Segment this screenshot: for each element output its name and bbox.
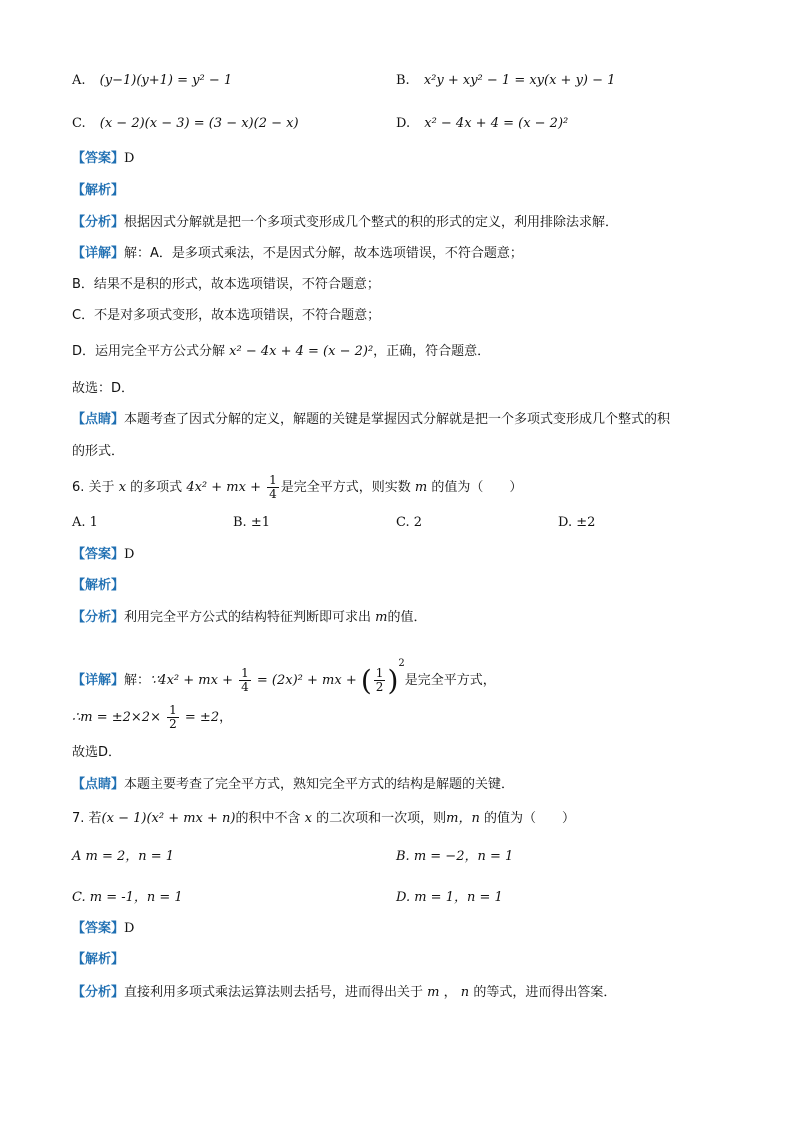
q5-option-d [396,115,568,133]
q5-option-c-math: (x − 2)(x − 3) = (3 − x)(2 − x) [99,116,299,131]
q6-answer-tag: 【答案】 [72,547,125,562]
q7-option-d: D. m = 1，n = 1 [396,890,503,905]
q6-xiangjie-math1: ∵4x² + mx + [150,673,233,688]
q6-xiangjie-a: 解： [124,673,151,688]
q5-jiexi [72,182,124,200]
q6-therefore-math1: ∴m = ±2×2× [72,710,161,725]
q5-option-c-label: C. [72,116,86,131]
q6-therefore-frac-den: 2 [169,717,177,731]
q6-stem-fraction [267,474,279,501]
q6-therefore [72,700,232,736]
q6-stem-b: 的多项式 [130,480,183,495]
q7-stem-mn: m，n [446,811,480,826]
q6-therefore-math2: = ±2 [184,710,220,725]
q5-guxuan: 故选：D． [72,381,135,396]
q7-stem-c: 的二次项和一次项，则 [316,811,447,826]
q5-xiangjie-tag: 【详解】 [72,246,125,261]
q6-stem-a: 6. 关于 [72,480,115,495]
q7-fenxi-m: m [427,985,440,1000]
q5-option-a-math: (y−1)(y+1) = y² − 1 [99,73,233,88]
q5-fenxi-text: 根据因式分解就是把一个多项式变形成几个整式的积的形式的定义，利用排除法求解． [124,215,619,230]
q5-xiangjie-line1: 解：A．是多项式乘法，不是因式分解，故本选项错误，不符合题意； [124,246,523,261]
q7-option-c: C. m = -1，n = 1 [72,890,183,905]
q5-dianjing-tag: 【点睛】 [72,412,125,427]
q6-stem-frac-num: 1 [269,473,277,487]
q6-fenxi-m: m [375,610,388,625]
q6-option-c: C. 2 [396,515,423,530]
q7-option-b: B. m = −2，n = 1 [396,849,514,864]
q6-paren-frac-num: 1 [375,666,384,680]
q6-jiexi-tag: 【解析】 [72,578,125,593]
q7-fenxi [72,984,616,1002]
q7-answer-value: D [124,921,135,936]
q6-stem-m: m [414,480,428,495]
q6-stem-d: 的值为（ ） [431,480,523,495]
q7-stem-math: (x − 1)(x² + mx + n) [101,811,236,826]
q6-stem-math: 4x² + mx + [186,480,261,495]
q7-fenxi-tag: 【分析】 [72,985,125,1000]
q6-xiangjie-frac1-den: 4 [241,680,249,694]
q6-fenxi-tag: 【分析】 [72,610,125,625]
q5-xiangjie-line3: C．不是对多项式变形，故本选项错误，不符合题意； [72,308,381,323]
q6-stem [72,472,522,504]
q7-jiexi-tag: 【解析】 [72,952,125,967]
q7-stem [72,810,575,828]
q7-stem-d: 的值为（ ） [483,811,575,826]
q7-fenxi-n: n [460,985,470,1000]
q5-option-d-label: D. [396,116,411,131]
q6-guxuan: 故选D． [72,745,122,760]
q6-option-b: B. ±1 [233,515,270,530]
q7-stem-x: x [304,811,312,826]
q7-fenxi-tail: 的等式，进而得出答案． [473,985,617,1000]
q5-fenxi [72,214,618,232]
q6-answer-value: D [124,547,135,562]
q5-option-b [396,72,615,90]
q6-dianjing [72,776,514,794]
q6-paren-exponent: 2 [398,658,405,669]
q7-fenxi-text: 直接利用多项式乘法运算法则去括号，进而得出关于 [124,985,424,1000]
q6-xiangjie-math2: = (2x)² + mx + [256,673,357,688]
q5-jiexi-tag: 【解析】 [72,183,125,198]
q5-dianjing-line2: 的形式． [72,444,125,459]
q6-jiexi [72,577,124,595]
q7-option-a: A m = 2，n = 1 [72,849,175,864]
q6-therefore-frac-num: 1 [169,703,177,717]
q6-xiangjie-tag: 【详解】 [72,673,125,688]
q5-xiangjie-line4-math: x² − 4x + 4 = (x − 2)² [229,344,374,359]
q6-fenxi [72,609,427,627]
q7-jiexi [72,951,124,969]
q7-answer-tag: 【答案】 [72,921,125,936]
q7-stem-b: 的积中不含 [235,811,301,826]
q5-option-d-math: x² − 4x + 4 = (x − 2)² [424,116,569,131]
q6-answer [72,546,134,564]
q5-option-a-label: A. [72,73,86,88]
q6-therefore-comma: ， [219,710,233,725]
q6-xiangjie-paren-fraction [374,667,386,694]
q5-dianjing-line1: 本题考查了因式分解的定义，解题的关键是掌握因式分解就是把一个多项式变形成几个整式的积 [124,412,671,427]
q5-option-c [72,115,299,133]
q6-stem-x: x [118,480,127,495]
q5-option-b-label: B. [396,73,410,88]
q5-xiangjie-line2: B．结果不是积的形式，故本选项错误，不符合题意； [72,277,380,292]
q6-paren-frac-den: 2 [375,680,384,694]
q6-fenxi-tail: 的值． [387,610,427,625]
q6-dianjing-tag: 【点睛】 [72,777,125,792]
q6-stem-c: 是完全平方式，则实数 [280,480,411,495]
q5-option-b-math: x²y + xy² − 1 = xy(x + y) − 1 [423,73,616,88]
q6-stem-frac-den: 4 [269,487,277,501]
q5-fenxi-tag: 【分析】 [72,215,125,230]
q5-dianjing [72,411,670,429]
q6-fenxi-text: 利用完全平方公式的结构特征判断即可求出 [124,610,372,625]
q5-xiangjie-line4-tail: ，正确，符合题意． [373,344,491,359]
q6-dianjing-text: 本题主要考查了完全平方式，熟知完全平方式的结构是解题的关键． [124,777,515,792]
q5-xiangjie-line4 [72,343,490,361]
q6-right-paren: ) [387,663,399,697]
q5-answer [72,150,134,168]
q6-xiangjie-frac1-num: 1 [241,666,249,680]
q6-option-d: D. ±2 [558,515,596,530]
q6-xiangjie-fraction1 [239,667,251,694]
q6-xiangjie-b: 是完全平方式， [404,673,496,688]
q5-option-a [72,72,232,90]
q6-option-a: A. 1 [72,515,98,530]
q6-left-paren: ( [360,663,372,697]
q7-answer [72,920,134,938]
q5-answer-value: D [124,151,135,166]
q6-therefore-fraction [167,704,179,731]
q5-xiangjie-line4-text: D．运用完全平方公式分解 [72,344,226,359]
q6-xiangjie [72,644,496,701]
q5-answer-tag: 【答案】 [72,151,125,166]
q7-fenxi-sep: ， [443,985,457,1000]
q5-xiangjie [72,245,523,263]
q7-stem-a: 7. 若 [72,811,102,826]
